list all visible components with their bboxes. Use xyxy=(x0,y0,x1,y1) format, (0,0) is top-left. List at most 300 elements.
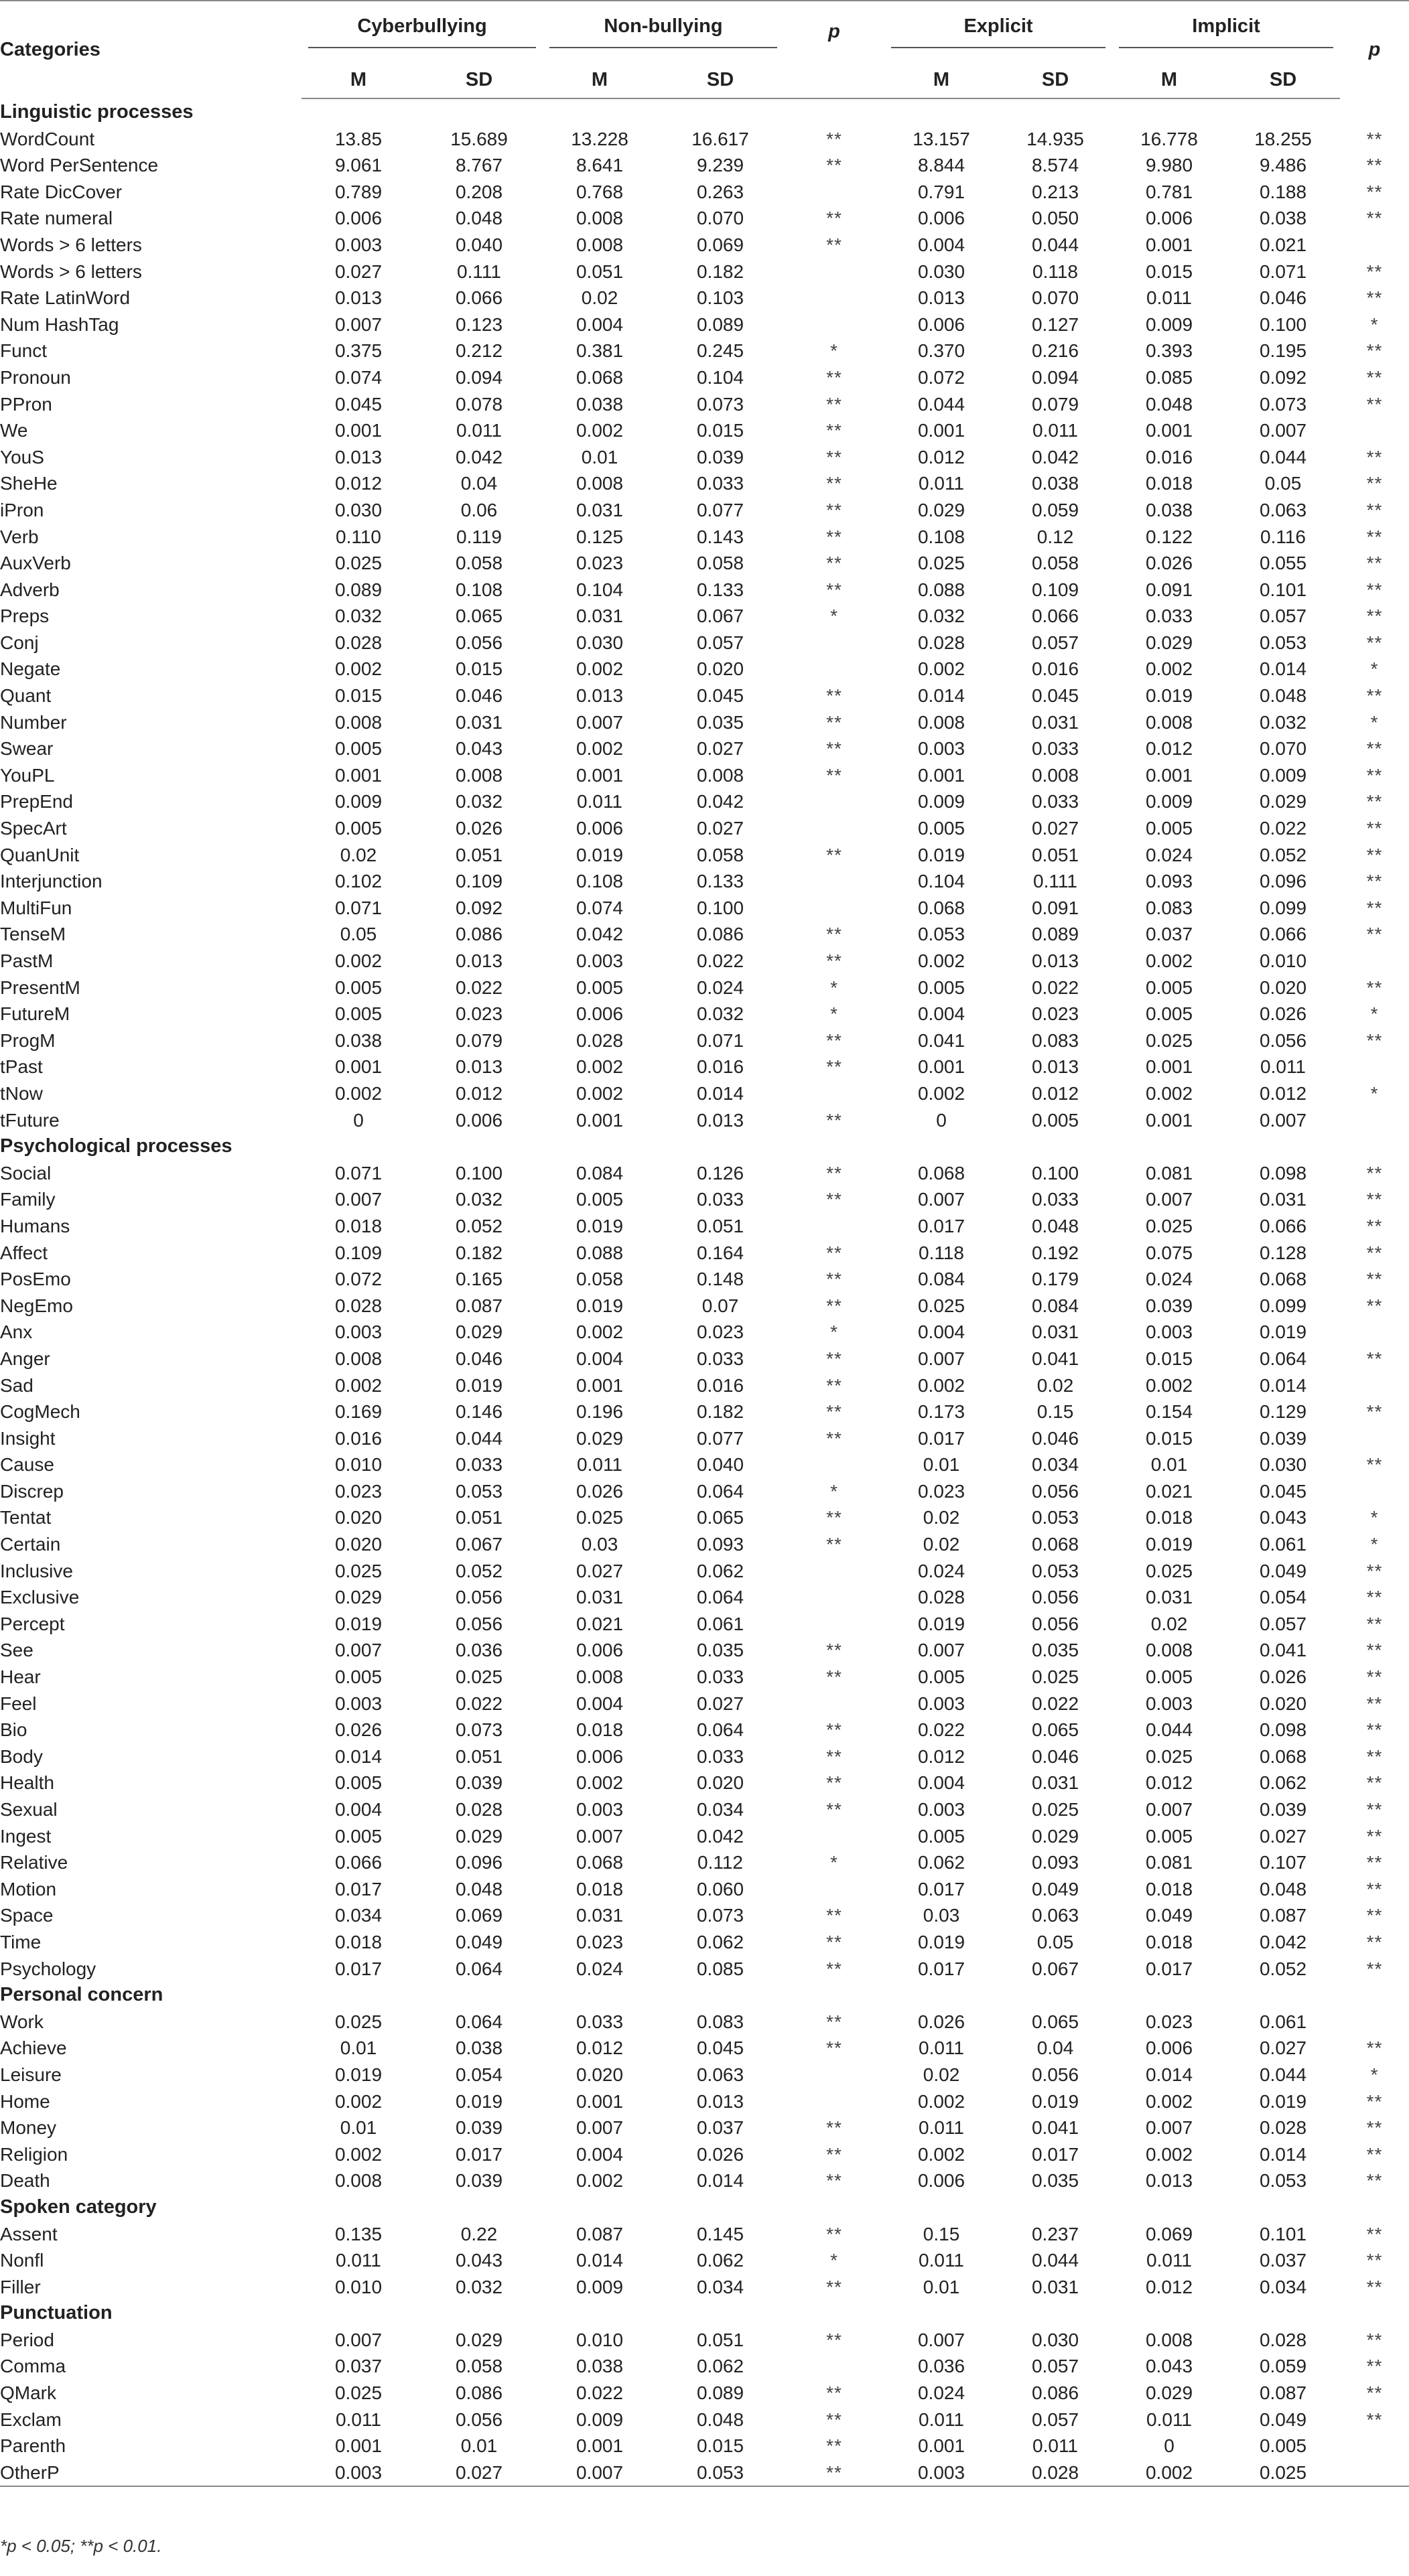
explicit-sd-cell: 0.089 xyxy=(1031,924,1079,945)
cyber-sd-cell: 0.052 xyxy=(455,1215,503,1236)
nonbully-m-cell: 13.228 xyxy=(571,128,628,149)
explicit-sd-cell: 0.028 xyxy=(998,2459,1112,2487)
table-row xyxy=(0,1319,1409,1346)
table-row xyxy=(0,2141,1409,2168)
category-name-cell: Conj xyxy=(0,632,39,653)
p-value-1-cell: ** xyxy=(826,1427,842,1449)
cyber-sd-cell: 0.086 xyxy=(455,2382,503,2404)
cyber-m-cell: 0.012 xyxy=(334,473,383,494)
explicit-sd-cell: 0.079 xyxy=(1031,393,1079,415)
cyber-m-cell: 0.005 xyxy=(334,1772,383,1794)
explicit-m-cell: 0.068 xyxy=(917,897,965,918)
cyber-m-header: M xyxy=(301,62,415,98)
implicit-m-cell: 9.980 xyxy=(1145,155,1193,176)
implicit-sd-cell: 0.038 xyxy=(1259,208,1307,229)
explicit-m-cell: 0.025 xyxy=(917,553,965,574)
p-value-2-cell: ** xyxy=(1366,1905,1383,1926)
cyber-sd-cell: 0.056 xyxy=(455,632,503,653)
category-name-cell: Quant xyxy=(0,685,52,707)
implicit-m-cell: 0.018 xyxy=(1145,1931,1193,1952)
p-value-2-cell: ** xyxy=(1366,977,1383,998)
implicit-m-cell: 0.006 xyxy=(1145,208,1193,229)
cyber-sd-cell: 0.052 xyxy=(455,1560,503,1581)
explicit-sd-cell: 0.011 xyxy=(1032,420,1079,441)
explicit-m-cell: 0.15 xyxy=(923,2223,960,2244)
table-row xyxy=(0,1611,1409,1638)
nonbully-sd-cell: 0.143 xyxy=(696,526,744,547)
implicit-m-cell: 0.01 xyxy=(1150,1454,1188,1476)
implicit-m-cell: 0.012 xyxy=(1145,1772,1193,1794)
category-name-cell: Swear xyxy=(0,738,54,760)
nonbully-sd-cell: 0.058 xyxy=(696,844,744,865)
p-value-1-cell: ** xyxy=(826,1534,842,1555)
nonbully-sd-cell: 0.037 xyxy=(696,2117,744,2139)
p-header-2: p xyxy=(1368,39,1381,60)
explicit-m-cell: 0.001 xyxy=(917,1056,965,1078)
explicit-m-cell: 0.004 xyxy=(917,234,965,255)
explicit-m-cell: 0.009 xyxy=(917,791,965,812)
p-value-1-cell: ** xyxy=(826,1269,842,1290)
explicit-m-cell: 0.002 xyxy=(917,1374,965,1396)
category-name-cell: Words > 6 letters xyxy=(0,234,142,255)
nonbully-m-cell: 0.019 xyxy=(576,1215,624,1236)
table-row xyxy=(0,2274,1409,2301)
nonbully-sd-cell: 0.062 xyxy=(696,1560,744,1581)
category-name-cell: Religion xyxy=(0,2143,68,2165)
implicit-sd-cell: 0.044 xyxy=(1259,2064,1307,2085)
implicit-sd-cell: 0.066 xyxy=(1259,1215,1307,1236)
cyber-m-cell: 0.003 xyxy=(301,2459,415,2487)
category-name-cell: Sad xyxy=(0,1374,33,1396)
nonbully-sd-cell: 0.089 xyxy=(696,313,744,335)
table-row xyxy=(0,1027,1409,1054)
implicit-sd-cell: 0.096 xyxy=(1259,871,1307,892)
p-value-2-cell: * xyxy=(1370,1534,1379,1555)
category-name-cell: ProgM xyxy=(0,1029,56,1051)
nonbully-m-cell: 0.01 xyxy=(581,446,618,468)
p-value-1-cell: ** xyxy=(826,2011,842,2032)
implicit-sd-cell: 0.087 xyxy=(1259,2382,1307,2404)
p-value-2-cell xyxy=(1340,417,1409,444)
p-value-1-cell xyxy=(784,1080,884,1107)
p-value-2-cell: ** xyxy=(1366,897,1383,918)
explicit-m-cell: 0.029 xyxy=(917,499,965,520)
p-value-1-cell xyxy=(784,788,884,815)
nonbully-m-cell: 0.002 xyxy=(576,1321,624,1343)
explicit-m-cell: 0.003 xyxy=(884,2459,998,2487)
p-value-1-cell: ** xyxy=(826,420,842,441)
explicit-sd-cell: 0.030 xyxy=(1031,2329,1079,2350)
nonbully-sd-cell: 0.048 xyxy=(696,2409,744,2430)
nonbully-sd-cell: 0.042 xyxy=(696,1825,744,1847)
cyber-m-cell: 0.023 xyxy=(334,1480,383,1502)
explicit-sd-cell: 0.038 xyxy=(1031,473,1079,494)
implicit-m-cell: 0.005 xyxy=(1145,1666,1193,1688)
p-value-2-cell: ** xyxy=(1366,685,1383,707)
implicit-sd-cell: 0.012 xyxy=(1259,1082,1307,1104)
implicit-sd-cell: 0.025 xyxy=(1226,2459,1340,2487)
category-name-cell: Ingest xyxy=(0,1825,52,1847)
p-value-2-cell: ** xyxy=(1366,499,1383,520)
explicit-m-cell: 0.004 xyxy=(917,1321,965,1343)
implicit-m-cell: 0.029 xyxy=(1145,2382,1193,2404)
explicit-sd-cell: 0.058 xyxy=(1031,553,1079,574)
cyber-sd-cell: 0.064 xyxy=(455,2011,503,2032)
implicit-m-cell: 0.001 xyxy=(1145,420,1193,441)
nonbully-m-cell: 0.018 xyxy=(576,1719,624,1741)
implicit-sd-cell: 18.255 xyxy=(1254,128,1312,149)
implicit-m-cell: 0.044 xyxy=(1145,1719,1193,1741)
explicit-sd-cell: 0.216 xyxy=(1031,340,1079,362)
nonbully-m-cell: 0.011 xyxy=(577,791,623,812)
implicit-m-cell: 0.025 xyxy=(1145,1560,1193,1581)
implicit-m-cell: 0.007 xyxy=(1145,2117,1193,2139)
category-name-cell: Feel xyxy=(0,1693,37,1714)
p-value-2-cell: ** xyxy=(1366,1640,1383,1661)
cyber-sd-cell: 0.067 xyxy=(455,1534,503,1555)
cyber-sd-cell: 0.054 xyxy=(455,2064,503,2085)
cyber-sd-cell: 0.022 xyxy=(455,977,503,998)
explicit-sd-cell: 0.042 xyxy=(1031,446,1079,468)
category-name-cell: PosEmo xyxy=(0,1269,71,1290)
explicit-m-cell: 0.007 xyxy=(917,1640,965,1661)
nonbully-sd-cell: 0.035 xyxy=(696,1640,744,1661)
table-row xyxy=(0,1001,1409,1027)
explicit-m-cell: 0.005 xyxy=(917,1666,965,1688)
nonbully-m-cell: 0.005 xyxy=(576,1189,624,1210)
nonbully-sd-cell: 0.064 xyxy=(696,1719,744,1741)
explicit-sd-cell: 0.017 xyxy=(1031,2143,1079,2165)
category-name-cell: Certain xyxy=(0,1534,61,1555)
category-name-cell: Social xyxy=(0,1162,52,1184)
category-name-cell: PresentM xyxy=(0,977,80,998)
section-title: Spoken category xyxy=(0,2196,157,2218)
nonbully-m-cell: 0.007 xyxy=(576,2117,624,2139)
category-name-cell: Preps xyxy=(0,605,50,627)
category-name-cell: Exclusive xyxy=(0,1587,80,1608)
cyber-m-cell: 0.110 xyxy=(336,526,381,547)
table-row xyxy=(0,1584,1409,1611)
cyber-m-cell: 0.001 xyxy=(334,1056,383,1078)
table-row xyxy=(0,1240,1409,1267)
nonbully-m-cell: 0.001 xyxy=(576,2435,624,2457)
p-value-1-cell: ** xyxy=(826,1029,842,1051)
implicit-sd-cell: 0.195 xyxy=(1259,340,1307,362)
cyber-m-cell: 0.002 xyxy=(334,658,383,680)
p-value-2-cell: ** xyxy=(1366,818,1383,839)
p-value-2-cell: ** xyxy=(1366,2250,1383,2271)
nonbully-sd-cell: 0.051 xyxy=(696,1215,744,1236)
explicit-m-cell: 0.02 xyxy=(923,1534,960,1555)
nonbully-sd-cell: 0.057 xyxy=(696,632,744,653)
category-name-cell: Negate xyxy=(0,658,61,680)
explicit-m-cell: 0.032 xyxy=(917,605,965,627)
table-row xyxy=(0,1531,1409,1558)
explicit-sd-cell: 0.12 xyxy=(1036,526,1074,547)
explicit-sd-cell: 0.065 xyxy=(1031,1719,1079,1741)
p-value-1-cell xyxy=(784,2088,884,2115)
table-body xyxy=(0,98,1409,2486)
nonbully-m-cell: 0.002 xyxy=(576,738,624,760)
implicit-m-cell: 0.008 xyxy=(1145,2329,1193,2350)
p-value-2-cell: * xyxy=(1370,1507,1379,1528)
explicit-sd-cell: 0.111 xyxy=(1033,871,1077,892)
nonbully-m-cell: 0.058 xyxy=(576,1269,624,1290)
cyber-sd-cell: 0.212 xyxy=(455,340,503,362)
explicit-m-cell: 13.157 xyxy=(913,128,970,149)
cyber-sd-cell: 0.064 xyxy=(455,1958,503,1979)
category-name-cell: PrepEnd xyxy=(0,791,73,812)
explicit-m-cell: 0.024 xyxy=(917,1560,965,1581)
category-name-cell: QMark xyxy=(0,2382,56,2404)
nonbully-m-cell: 0.051 xyxy=(576,261,624,282)
implicit-m-cell: 0.781 xyxy=(1145,181,1193,202)
p-value-1-cell: ** xyxy=(826,1242,842,1263)
implicit-sd-cell: 0.046 xyxy=(1259,287,1307,309)
nonbully-sd-cell: 0.033 xyxy=(696,473,744,494)
nonbully-m-cell: 0.031 xyxy=(576,1587,624,1608)
implicit-sd-cell: 0.062 xyxy=(1259,1772,1307,1794)
cyber-m-cell: 0.020 xyxy=(334,1507,383,1528)
p-value-2-cell: ** xyxy=(1366,2117,1383,2139)
implicit-group-header xyxy=(1112,1,1340,62)
nonbully-m-cell: 0.006 xyxy=(576,1640,624,1661)
p-value-1-cell: ** xyxy=(826,1745,842,1767)
cyber-sd-cell: 0.038 xyxy=(455,2037,503,2059)
cyber-sd-cell: 0.026 xyxy=(455,818,503,839)
explicit-sd-cell: 0.192 xyxy=(1031,1242,1079,1263)
nonbully-m-cell: 8.641 xyxy=(576,155,624,176)
explicit-group-header xyxy=(884,1,1112,62)
table-row xyxy=(0,391,1409,418)
p-value-2-cell xyxy=(1340,1319,1409,1346)
explicit-sd-cell: 0.041 xyxy=(1031,1348,1079,1369)
p-value-2-cell: ** xyxy=(1366,871,1383,892)
section-header-row xyxy=(0,2194,1409,2221)
cyber-sd-cell: 0.058 xyxy=(455,553,503,574)
table-row xyxy=(0,1080,1409,1107)
category-name-cell: SpecArt xyxy=(0,818,67,839)
implicit-m-cell: 0.043 xyxy=(1145,2356,1193,2377)
nonbully-m-cell: 0.002 xyxy=(576,2170,624,2192)
implicit-m-cell: 0.026 xyxy=(1145,553,1193,574)
explicit-sd-cell: 0.027 xyxy=(1031,818,1079,839)
explicit-sd-cell: 0.213 xyxy=(1031,181,1079,202)
explicit-m-cell: 0.006 xyxy=(917,208,965,229)
p-value-1-cell xyxy=(784,1451,884,1478)
cyber-m-cell: 0.027 xyxy=(334,261,383,282)
category-name-cell: See xyxy=(0,1640,33,1661)
cyber-sd-cell: 0.029 xyxy=(455,1321,503,1343)
p-value-2-cell: * xyxy=(1370,1003,1379,1025)
p-value-2-cell: ** xyxy=(1366,155,1383,176)
explicit-sd-cell: 0.057 xyxy=(1031,632,1079,653)
explicit-sd-cell: 0.016 xyxy=(1031,658,1079,680)
implicit-sd-cell: 0.014 xyxy=(1259,2143,1307,2165)
table-row xyxy=(0,921,1409,948)
nonbully-sd-cell: 0.013 xyxy=(696,1109,744,1131)
nonbully-sd-cell: 0.027 xyxy=(696,818,744,839)
p-value-1-cell: ** xyxy=(826,2276,842,2297)
implicit-sd-cell: 0.101 xyxy=(1259,579,1307,600)
explicit-sd-cell: 0.109 xyxy=(1031,579,1079,600)
p-value-1-cell: ** xyxy=(826,1931,842,1952)
explicit-m-cell: 0.002 xyxy=(917,2143,965,2165)
implicit-label: Implicit xyxy=(1119,15,1333,48)
p-value-2-cell: ** xyxy=(1366,579,1383,600)
implicit-m-cell: 0.012 xyxy=(1145,2276,1193,2297)
category-name-cell: FutureM xyxy=(0,1003,70,1025)
nonbully-sd-cell: 0.089 xyxy=(696,2382,744,2404)
cyber-m-cell: 0.017 xyxy=(334,1958,383,1979)
category-name-cell: CogMech xyxy=(0,1401,80,1423)
nonbully-m-cell: 0.002 xyxy=(576,1082,624,1104)
explicit-sd-cell: 0.091 xyxy=(1031,897,1079,918)
table-row xyxy=(0,975,1409,1001)
table-row xyxy=(0,179,1409,206)
nonbully-sd-cell: 0.103 xyxy=(696,287,744,309)
table-row xyxy=(0,842,1409,869)
table-row xyxy=(0,126,1409,153)
cyber-m-cell: 0.025 xyxy=(334,1560,383,1581)
implicit-sd-cell: 0.027 xyxy=(1259,2037,1307,2059)
p-value-1-cell: ** xyxy=(826,738,842,760)
explicit-m-cell: 0.011 xyxy=(919,2250,965,2271)
explicit-m-cell: 0.024 xyxy=(917,2382,965,2404)
implicit-m-cell: 0.016 xyxy=(1145,446,1193,468)
nonbully-sd-cell: 0.033 xyxy=(696,1189,744,1210)
nonbully-m-cell: 0.003 xyxy=(576,950,624,971)
nonbully-sd-cell: 0.026 xyxy=(696,2143,744,2165)
cyber-m-cell: 0.025 xyxy=(334,2382,383,2404)
explicit-sd-cell: 0.059 xyxy=(1031,499,1079,520)
category-name-cell: PPron xyxy=(0,393,52,415)
implicit-m-cell: 0 xyxy=(1164,2435,1175,2457)
p-value-1-cell: ** xyxy=(826,711,842,733)
p-value-1-cell: ** xyxy=(826,2143,842,2165)
implicit-sd-cell: 0.061 xyxy=(1259,2011,1307,2032)
cyber-m-cell: 0.008 xyxy=(334,711,383,733)
p-value-1-cell: ** xyxy=(826,499,842,520)
p-value-2-cell: ** xyxy=(1366,1269,1383,1290)
nonbully-sd-cell: 0.263 xyxy=(696,181,744,202)
nonbully-m-cell: 0.008 xyxy=(576,234,624,255)
category-name-cell: Relative xyxy=(0,1852,68,1873)
cyber-sd-cell: 0.006 xyxy=(455,1109,503,1131)
implicit-sd-cell: 0.101 xyxy=(1259,2223,1307,2244)
cyber-m-cell: 0.007 xyxy=(334,2329,383,2350)
category-name-cell: Period xyxy=(0,2329,54,2350)
implicit-m-cell: 0.02 xyxy=(1150,1613,1188,1634)
nonbully-sd-cell: 0.077 xyxy=(696,499,744,520)
nonbully-sd-cell: 0.045 xyxy=(696,2037,744,2059)
category-name-cell: TenseM xyxy=(0,924,66,945)
table-row xyxy=(0,2380,1409,2407)
implicit-sd-cell: 0.029 xyxy=(1259,791,1307,812)
table-row xyxy=(0,1743,1409,1770)
cyber-m-cell: 0.005 xyxy=(334,1825,383,1847)
p-value-2-cell: ** xyxy=(1366,553,1383,574)
cyber-sd-cell: 8.767 xyxy=(455,155,503,176)
p-value-2-cell: * xyxy=(1370,1082,1379,1104)
nonbully-m-cell: 0.004 xyxy=(576,1693,624,1714)
cyber-m-cell: 0.017 xyxy=(334,1878,383,1900)
implicit-m-cell: 0.012 xyxy=(1145,738,1193,760)
explicit-m-cell: 0.002 xyxy=(917,950,965,971)
nonbully-m-cell: 0.007 xyxy=(576,1825,624,1847)
nonbully-m-cell: 0.196 xyxy=(576,1401,624,1423)
p-value-1-cell xyxy=(784,1558,884,1585)
p-value-1-cell xyxy=(784,1823,884,1850)
cyber-m-cell: 0.109 xyxy=(334,1242,383,1263)
cyber-sd-cell: 0.119 xyxy=(456,526,502,547)
p-value-2-cell: ** xyxy=(1366,1693,1383,1714)
table-row xyxy=(0,1717,1409,1743)
table-row xyxy=(0,1770,1409,1796)
cyber-m-cell: 0.019 xyxy=(334,1613,383,1634)
p-value-1-cell: * xyxy=(830,1852,838,1873)
implicit-m-cell: 0.001 xyxy=(1145,764,1193,786)
implicit-sd-cell: 0.039 xyxy=(1259,1799,1307,1820)
nonbully-m-cell: 0.009 xyxy=(576,2276,624,2297)
implicit-sd-cell: 0.052 xyxy=(1259,1958,1307,1979)
p-value-2-cell: ** xyxy=(1366,1242,1383,1263)
nonbully-sd-cell: 0.067 xyxy=(696,605,744,627)
implicit-m-cell: 0.033 xyxy=(1145,605,1193,627)
implicit-m-cell: 0.154 xyxy=(1145,1401,1193,1423)
table-row xyxy=(0,1186,1409,1213)
footnote: *p < 0.05; **p < 0.01. xyxy=(0,2536,162,2556)
nonbully-m-cell: 0.011 xyxy=(577,1454,623,1476)
table-row xyxy=(0,630,1409,656)
nonbully-m-cell: 0.001 xyxy=(576,1109,624,1131)
table-row xyxy=(0,1478,1409,1505)
explicit-m-cell: 0.007 xyxy=(917,2329,965,2350)
category-name-cell: Affect xyxy=(0,1242,48,1263)
implicit-m-cell: 0.083 xyxy=(1145,897,1193,918)
p-value-2-cell xyxy=(1340,232,1409,259)
explicit-m-cell: 0.002 xyxy=(917,658,965,680)
p-value-1-cell: ** xyxy=(826,1056,842,1078)
explicit-m-cell: 0.017 xyxy=(917,1215,965,1236)
cyber-sd-cell: 0.044 xyxy=(455,1427,503,1449)
cyber-sd-cell: 0.012 xyxy=(455,1082,503,1104)
implicit-sd-cell: 0.049 xyxy=(1259,2409,1307,2430)
p-value-1-cell: ** xyxy=(826,1295,842,1316)
implicit-m-cell: 0.002 xyxy=(1145,1082,1193,1104)
cyber-sd-cell: 0.042 xyxy=(455,446,503,468)
table-header xyxy=(0,1,1409,98)
cyber-m-cell: 0.011 xyxy=(336,2250,381,2271)
p-value-1-cell xyxy=(784,630,884,656)
table-row xyxy=(0,2009,1409,2035)
explicit-sd-cell: 0.237 xyxy=(1031,2223,1079,2244)
implicit-sd-cell: 0.129 xyxy=(1259,1401,1307,1423)
explicit-m-cell: 0.026 xyxy=(917,2011,965,2032)
explicit-m-cell: 0.011 xyxy=(919,2117,965,2139)
nonbully-m-cell: 0.031 xyxy=(576,1905,624,1926)
cyber-m-cell: 0.034 xyxy=(334,1905,383,1926)
table-row xyxy=(0,1902,1409,1929)
explicit-sd-cell: 0.029 xyxy=(1031,1825,1079,1847)
nonbully-sd-cell: 0.027 xyxy=(696,738,744,760)
cyber-m-cell: 0.011 xyxy=(336,2409,381,2430)
implicit-m-cell: 0.002 xyxy=(1145,2090,1193,2112)
p-value-2-cell: ** xyxy=(1366,128,1383,149)
cyber-m-cell: 0.002 xyxy=(334,2143,383,2165)
nonbully-m-cell: 0.002 xyxy=(576,1056,624,1078)
explicit-sd-cell: 0.013 xyxy=(1031,1056,1079,1078)
